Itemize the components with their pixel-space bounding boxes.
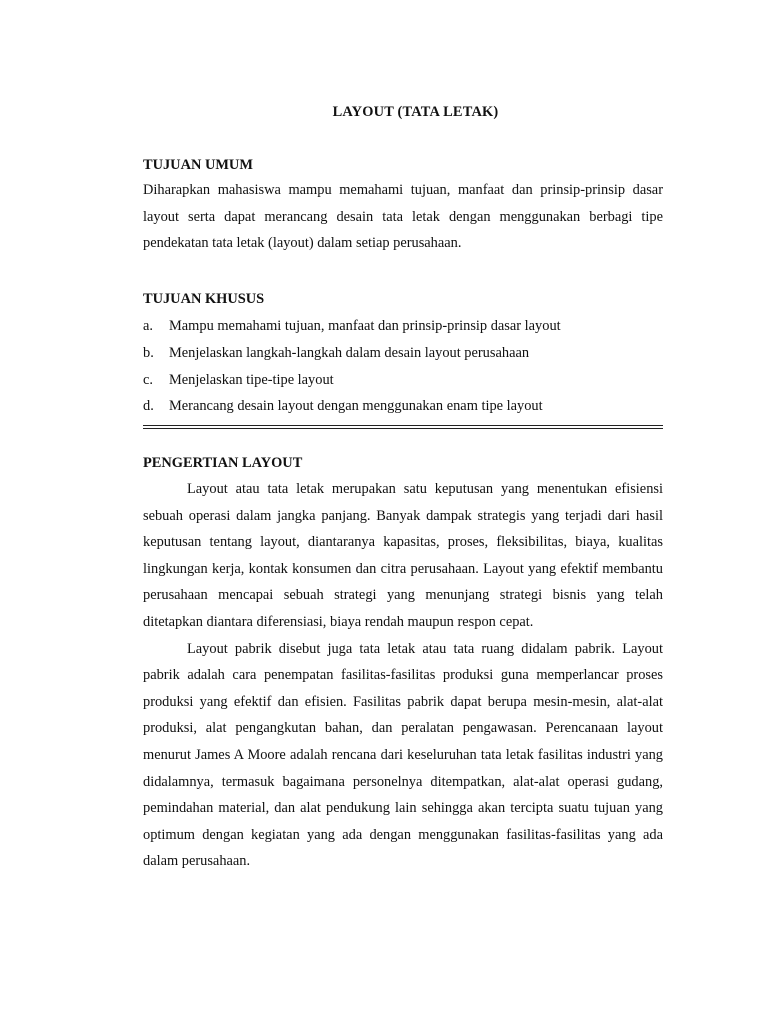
tujuan-khusus-heading: TUJUAN KHUSUS	[143, 291, 265, 307]
pengertian-paragraph-1: Layout atau tata letak merupakan satu keputusan yang menentukan efisiensi sebuah operasi dalam jangka panjang. Banyak dampak strategis yang terjadi dari hasil keputusan tentang layout, diantaranya kapasitas, proses, fleksibilitas, biaya, kualitas lingkungan kerja, kontak konsumen dan citra perusahaan. Layout yang efektif membantu perusahaan mencapai sebuah strategi yang menunjang strategi bisnis yang telah ditetapkan diantara diferensiasi, biaya rendah maupun respon cepat.	[143, 481, 663, 630]
list-marker: d.	[143, 398, 154, 415]
list-item	[143, 340, 663, 367]
list-item	[143, 393, 663, 420]
list-item-text: Menjelaskan tipe-tipe layout	[169, 371, 334, 388]
list-marker: a.	[143, 318, 153, 334]
tujuan-umum-heading: TUJUAN UMUM	[143, 157, 253, 173]
list-item-text: Mampu memahami tujuan, manfaat dan prinsip-prinsip dasar layout	[169, 318, 561, 334]
list-item	[143, 367, 663, 394]
pengertian-section	[143, 453, 663, 875]
document-title: LAYOUT (TATA LETAK)	[332, 104, 499, 120]
list-item-text: Menjelaskan langkah-langkah dalam desain layout perusahaan	[169, 344, 530, 361]
tujuan-umum-text: Diharapkan mahasiswa mampu memahami tujuan, manfaat dan prinsip-prinsip dasar layout serta dapat merancang desain tata letak dengan menggunakan berbagi tipe pendekatan tata letak (layout) dalam setiap perusahaan.	[143, 182, 663, 252]
tujuan-umum-section	[143, 155, 663, 257]
tujuan-khusus-section	[143, 289, 663, 420]
pengertian-paragraph-2: Layout pabrik disebut juga tata letak atau tata ruang didalam pabrik. Layout pabrik adalah cara penempatan fasilitas-fasilitas produksi guna memperlancar proses produksi yang efektif dan efisien. Fasilitas pabrik dapat berupa mesin-mesin, alat-alat produksi, alat pengangkutan bahan, dan peralatan pengawasan. Perencanaan layout menurut James A Moore adalah rencana dari keseluruhan tata letak fasilitas industri yang didalamnya, termasuk bagaimana personelnya ditempatkan, alat-alat operasi gudang, pemindahan material, dan alat pendukung lain sehingga akan tercipta suatu tujuan yang optimum dengan kegiatan yang ada dengan menggunakan fasilitas-fasilitas yang ada dalam perusahaan.	[143, 640, 663, 870]
double-rule-divider	[143, 425, 663, 429]
tujuan-khusus-list	[143, 313, 663, 420]
pengertian-heading: PENGERTIAN LAYOUT	[143, 455, 303, 471]
list-item-text: Merancang desain layout dengan menggunakan enam tipe layout	[169, 398, 543, 415]
list-item	[143, 313, 663, 340]
list-marker: c.	[143, 371, 153, 388]
list-marker: b.	[143, 344, 154, 361]
